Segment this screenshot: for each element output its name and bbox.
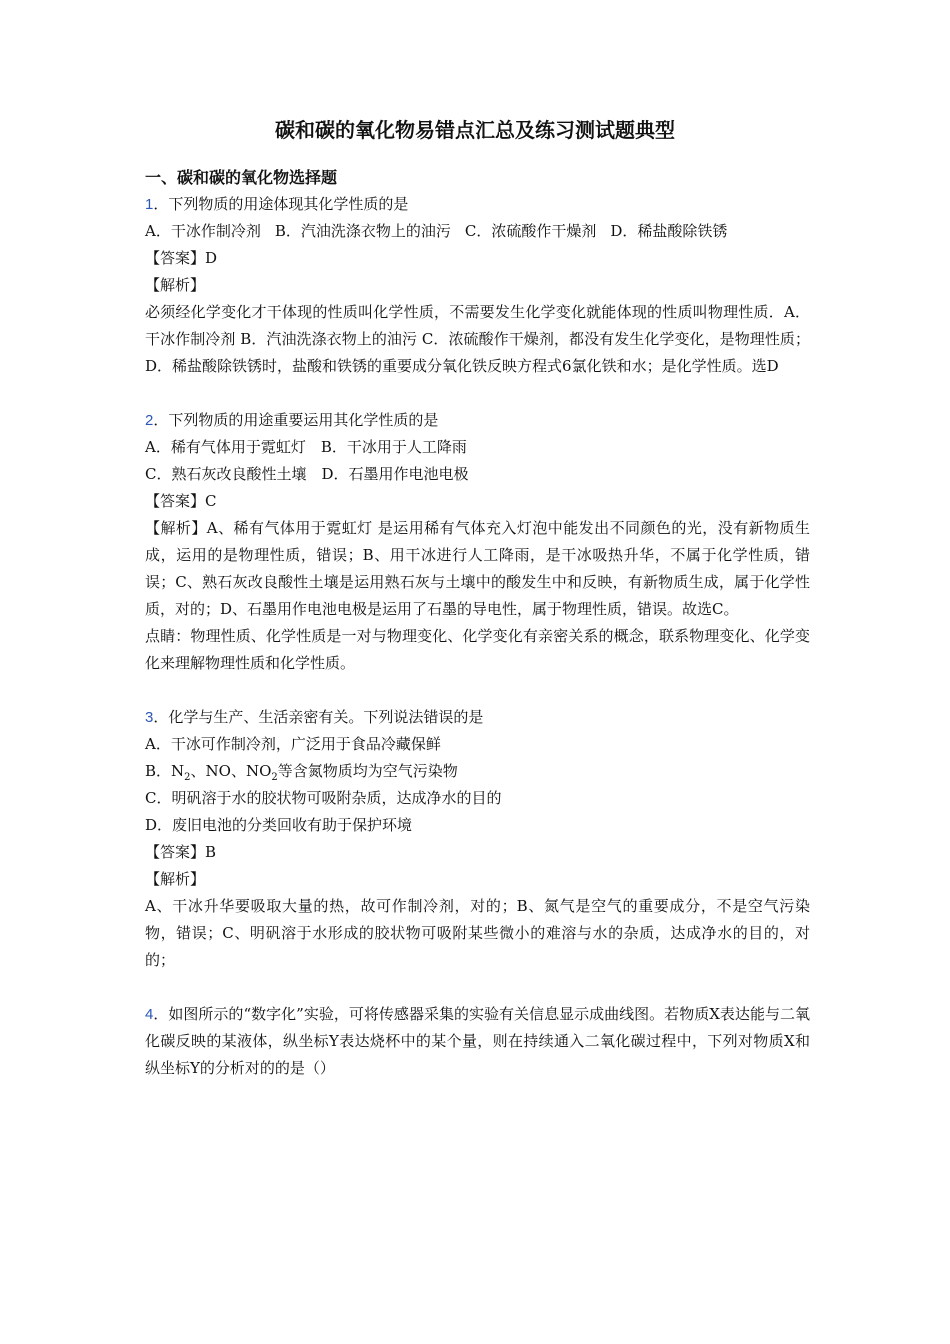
question-stem-text: ．化学与生产、生活亲密有关。下列说法错误的是	[153, 708, 484, 726]
question-1	[145, 191, 810, 380]
question-number: 4	[145, 1006, 154, 1023]
question-stem	[145, 407, 810, 434]
subscript: 2	[271, 772, 278, 783]
option-c: C．明矾溶于水的胶状物可吸附杂质，达成净水的目的	[145, 789, 502, 807]
analysis-text: A、干冰升华要吸取大量的热，故可作制冷剂，对的；B、氮气是空气的重要成分，不是空气污染物，错误；C、明矾溶于水形成的胶状物可吸附某些微小的难溶与水的杂质，达成净水的目的，对的；	[145, 897, 810, 969]
option-line-2: C．熟石灰改良酸性土壤 D．石墨用作电池电极	[145, 465, 469, 483]
answer-line: 【答案】B	[145, 843, 217, 861]
option-b-text: 等含氮物质均为空气污染物	[277, 762, 458, 780]
section-heading: 一、碳和碳的氧化物选择题	[145, 168, 338, 187]
option-d: D．废旧电池的分类回收有助于保护环境	[145, 816, 413, 834]
question-stem-text: ．如图所示的“数字化”实验，可将传感器采集的实验有关信息显示成曲线图。若物质X表达能与二氧化碳反映的某液体，纵坐标Y表达烧杯中的某个量，则在持续通入二氧化碳过程中，下列对物质X和纵坐标Y的分析对的的是（）	[145, 1005, 810, 1077]
option-b: B．汽油洗涤衣物上的油污	[274, 222, 451, 240]
question-stem-text: ．下列物质的用途重要运用其化学性质的是	[153, 411, 439, 429]
analysis-label: 【解析】	[145, 276, 206, 294]
option-line-1: A．稀有气体用于霓虹灯 B．干冰用于人工降雨	[145, 438, 467, 456]
option-d: D．稀盐酸除铁锈	[610, 222, 728, 240]
option-a: A．干冰可作制冷剂，广泛用于食品冷藏保鲜	[145, 735, 441, 753]
question-stem	[145, 1001, 810, 1082]
question-2	[145, 407, 810, 677]
option-b-text: B．N	[145, 762, 185, 780]
answer-line: 【答案】C	[145, 492, 217, 510]
question-stem	[145, 704, 810, 731]
page-title: 碳和碳的氧化物易错点汇总及练习测试题典型	[275, 118, 675, 142]
option-b-text: 、NO、NO	[190, 762, 272, 780]
question-number: 3	[145, 709, 154, 726]
answer-line: 【答案】D	[145, 249, 218, 267]
option-c: C．浓硫酸作干燥剂	[464, 222, 597, 240]
document-body	[145, 166, 810, 1082]
note-text: 点睛：物理性质、化学性质是一对与物理变化、化学变化有亲密关系的概念，联系物理变化、化学变化来理解物理性质和化学性质。	[145, 627, 810, 672]
question-options	[145, 218, 810, 245]
question-stem-text: ．下列物质的用途体现其化学性质的是	[153, 195, 409, 213]
question-stem	[145, 191, 810, 218]
subscript: 2	[184, 772, 191, 783]
option-a: A．干冰作制冷剂	[145, 222, 261, 240]
question-number: 1	[145, 196, 154, 213]
analysis-label: 【解析】	[145, 870, 206, 888]
question-3	[145, 704, 810, 974]
option-b	[145, 758, 810, 785]
analysis-text: 【解析】A、稀有气体用于霓虹灯 是运用稀有气体充入灯泡中能发出不同颜色的光，没有新物质生成，运用的是物理性质，错误；B、用干冰进行人工降雨，是干冰吸热升华，不属于化学性质，错误；C、熟石灰改良酸性土壤是运用熟石灰与土壤中的酸发生中和反映，有新物质生成，属于化学性质，对的；D、石墨用作电池电极是运用了石墨的导电性，属于物理性质，错误。故选C。	[145, 519, 810, 618]
question-4	[145, 1001, 810, 1082]
question-number: 2	[145, 412, 154, 429]
analysis-text: 必须经化学变化才干体现的性质叫化学性质，不需要发生化学变化就能体现的性质叫物理性质．A．干冰作制冷剂 B．汽油洗涤衣物上的油污 C．浓硫酸作干燥剂，都没有发生化学变化，是物理性质； D．稀盐酸除铁锈时，盐酸和铁锈的重要成分氧化铁反映方程式6氯化铁和水；是化学性质。选D	[145, 303, 810, 375]
